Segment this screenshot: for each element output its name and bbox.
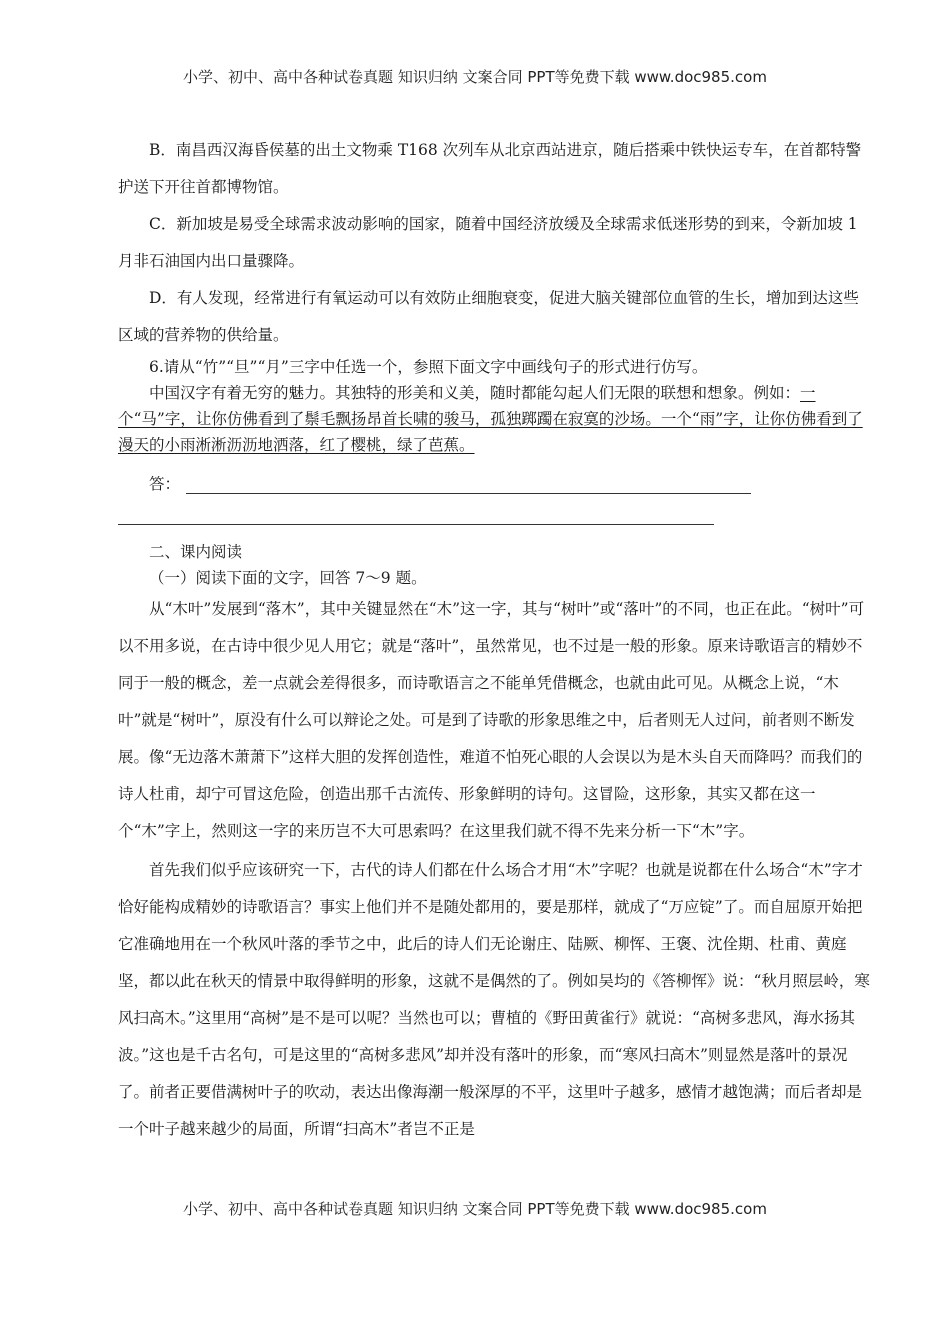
section-2-title: 二、课内阅读	[149, 543, 243, 561]
section-2-subtitle: （一）阅读下面的文字，回答 7～9 题。	[149, 569, 427, 587]
page-header: 小学、初中、高中各种试卷真题 知识归纳 文案合同 PPT等免费下载 www.doc985.com	[183, 68, 767, 86]
answer-line-1[interactable]	[186, 471, 751, 494]
page-footer: 小学、初中、高中各种试卷真题 知识归纳 文案合同 PPT等免费下载 www.doc985.com	[183, 1200, 767, 1218]
question-6-text	[118, 380, 870, 458]
answer-row	[118, 464, 870, 494]
document-body	[118, 132, 870, 1148]
reading-paragraph-2: 首先我们似乎应该研究一下，古代的诗人们都在什么场合才用“木”字呢？也就是说都在什么场合“木”字才恰好能构成精妙的诗歌语言？事实上他们并不是随处都用的，要是那样，就成了“万应锭”了。而自屈原开始把它准确地用在一个秋风叶落的季节之中，此后的诗人们无论谢庄、陆厥、柳恽、王褒、沈佺期、杜甫、黄庭坚，都以此在秋天的情景中取得鲜明的形象，这就不是偶然的了。例如吴均的《答柳恽》说：“秋月照层岭，寒风扫高木。”这里用“高树”是不是可以呢？当然也可以；曹植的《野田黄雀行》就说：“高树多悲风，海水扬其波。”这也是千古名句，可是这里的“高树多悲风”却并没有落叶的形象，而“寒风扫高木”则显然是落叶的景况了。前者正要借满树叶子的吹动，表达出像海潮一般深厚的不平，这里叶子越多，感情才越饱满；而后者却是一个叶子越来越少的局面，所谓“扫高木”者岂不正是	[118, 861, 870, 1138]
answer-line-2[interactable]	[118, 502, 714, 525]
answer-label: 答：	[149, 475, 181, 493]
question-6-plain: 中国汉字有着无穷的魅力。其独特的形美和义美，随时都能勾起人们无限的联想和想象。例如：	[149, 384, 801, 402]
option-b: B．南昌西汉海昏侯墓的出土文物乘 T168 次列车从北京西站进京，随后搭乘中铁快运专车，在首都特警护送下开往首都博物馆。	[118, 141, 862, 196]
option-c: C．新加坡是易受全球需求波动影响的国家，随着中国经济放缓及全球需求低迷形势的到来，令新加坡 1 月非石油国内出口量骤降。	[118, 215, 858, 270]
option-d: D．有人发现，经常进行有氧运动可以有效防止细胞衰变，促进大脑关键部位血管的生长，增加到达这些区域的营养物的供给量。	[118, 289, 859, 344]
question-6-underlined: 一个“马”字，让你仿佛看到了鬃毛飘扬昂首长啸的骏马，孤独踯躅在寂寞的沙场。一个“雨”字，让你仿佛看到了漫天的小雨淅淅沥沥地洒落，红了樱桃，绿了芭蕉。	[118, 384, 863, 454]
reading-paragraph-1: 从“木叶”发展到“落木”，其中关键显然在“木”这一字，其与“树叶”或“落叶”的不同，也正在此。“树叶”可以不用多说，在古诗中很少见人用它；就是“落叶”，虽然常见，也不过是一般的形象。原来诗歌语言的精妙不同于一般的概念，差一点就会差得很多，而诗歌语言之不能单凭借概念，也就由此可见。从概念上说，“木叶”就是“树叶”，原没有什么可以辩论之处。可是到了诗歌的形象思维之中，后者则无人过问，前者则不断发展。像“无边落木萧萧下”这样大胆的发挥创造性，难道不怕死心眼的人会误以为是木头自天而降吗？而我们的诗人杜甫，却宁可冒这危险，创造出那千古流传、形象鲜明的诗句。这冒险，这形象，其实又都在这一个“木”字上，然则这一字的来历岂不大可思索吗？在这里我们就不得不先来分析一下“木”字。	[118, 600, 865, 840]
question-6-prompt: 6.请从“竹”“旦”“月”三字中任选一个，参照下面文字中画线句子的形式进行仿写。	[149, 358, 708, 376]
